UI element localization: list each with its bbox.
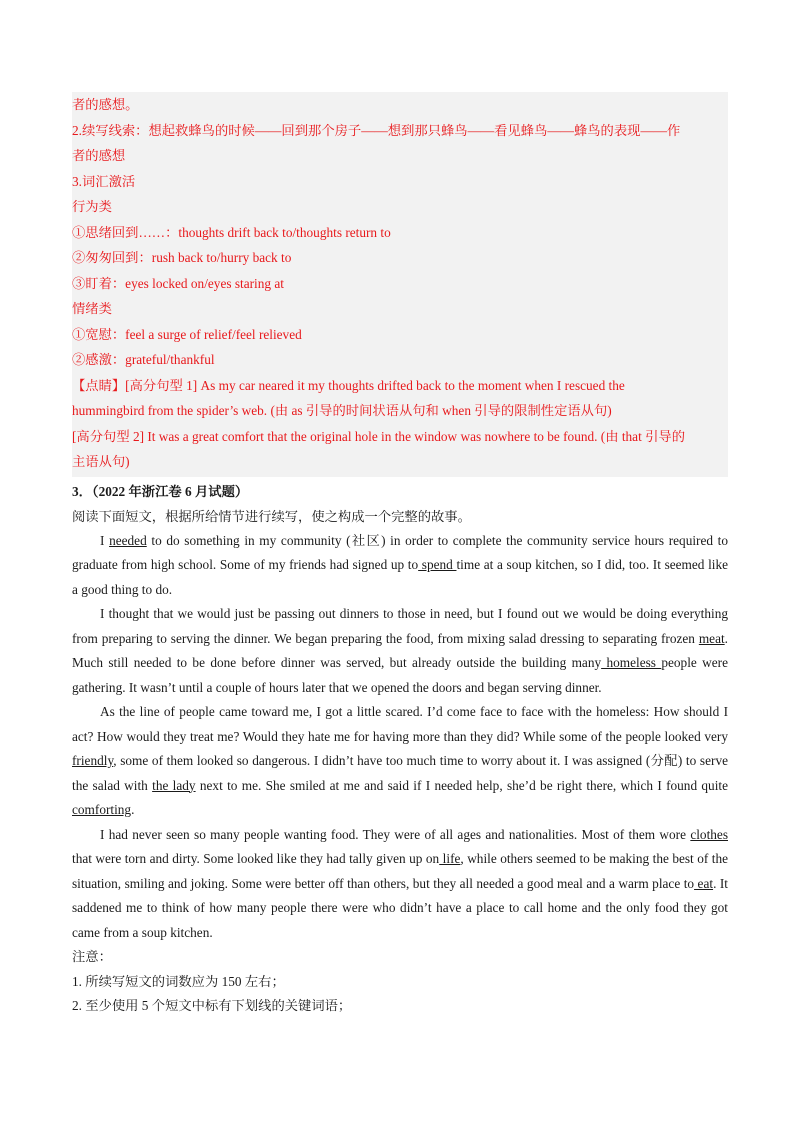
note-item-1: 1. 所续写短文的词数应为 150 左右； — [72, 973, 285, 989]
passage-paragraph-4: I had never seen so many people wanting food. They were of all ages and nationalities. Most of them wore clothes that were torn and dirty. Some looked like they had tally given up on life, while others seemed to be making the best of the situation, smiling and joking. Some were better off than others, but they all needed a good meal and a warm place to eat. It saddened me to think of how many people there were who didn’t have a place to call home and the only food they got came from a soup kitchen. — [72, 826, 728, 940]
keyword-homeless: homeless — [601, 655, 662, 670]
answer-line: 情绪类 — [72, 301, 112, 316]
passage-paragraph-1: I needed to do something in my community (社区) in order to complete the community service hours required to graduate from high school. Some of my friends had signed up to spend time at a soup kitchen, so I did, too. It seemed like a good thing to do. — [72, 532, 729, 597]
answer-line: ②感激：grateful/thankful — [72, 352, 215, 367]
keyword-meat: meat — [698, 630, 725, 646]
answer-line: 3.词汇激活 — [72, 173, 136, 189]
passage-paragraph-3: As the line of people came toward me, I got a little scared. I’d come face to face with the homeless: How should I act? How would they treat me? Would they hate me for having more than they did? While some of the people looked very friendly, some of them looked so dangerous. I didn’t have too much time to worry about it. I was assigned (分配) to serve the salad with the lady next to me. She smiled at me and said if I needed help, she’d be right there, which I found quite comforting. — [72, 704, 728, 817]
answer-line: ②匆匆回到：rush back to/hurry back to — [72, 250, 292, 265]
keyword-spend: spend — [418, 557, 457, 572]
keyword-eat: eat — [694, 875, 714, 891]
answer-line: 者的感想 — [72, 148, 126, 163]
answer-line: [高分句型 2] It was a great comfort that the original hole in the window was nowhere to be found. (由 that 引导的 — [72, 428, 685, 444]
notes-label: 注意： — [72, 949, 112, 964]
answer-line: 者的感想。 — [72, 97, 139, 112]
notes-section — [72, 945, 728, 1019]
note-item-2: 2. 至少使用 5 个短文中标有下划线的关键词语； — [72, 998, 352, 1013]
answer-line: hummingbird from the spider’s web. (由 as 引导的时间状语从句和 when 引导的限制性定语从句) — [72, 403, 612, 418]
question-heading: 3．（2022 年浙江卷 6 月试题） — [72, 483, 249, 499]
keyword-clothes: clothes — [690, 826, 728, 842]
keyword-needed: needed — [109, 532, 147, 548]
keyword-friendly: friendly — [72, 753, 114, 768]
answer-line: 行为类 — [72, 199, 112, 214]
answer-line: ③盯着：eyes locked on/eyes staring at — [72, 275, 284, 291]
answer-line: 主语从句) — [72, 454, 130, 469]
answer-line: ①宽慰：feel a surge of relief/feel relieved — [72, 326, 302, 342]
keyword-life: life — [439, 851, 461, 866]
keyword-the-lady: the lady — [152, 777, 196, 793]
answer-line: 【点睛】[高分句型 1] As my car neared it my thoughts drifted back to the moment when I rescued the — [72, 377, 625, 393]
question-instruction: 阅读下面短文，根据所给情节进行续写，使之构成一个完整的故事。 — [72, 508, 471, 524]
keyword-comforting: comforting — [72, 802, 132, 817]
answer-line: 2.续写线索：想起救蜂鸟的时候——回到那个房子——想到那只蜂鸟——看见蜂鸟——蜂鸟的表现——作 — [72, 122, 681, 138]
answer-line: ①思绪回到……：thoughts drift back to/thoughts return to — [72, 224, 391, 240]
passage-paragraph-2: I thought that we would just be passing out dinners to those in need, but I found out we would be doing everything from preparing to serving the dinner. We began preparing the food, from mixing salad dressing to separating frozen meat. Much still needed to be done before dinner was served, but already outside the building many homeless people were gathering. It wasn’t until a couple of hours later that we opened the doors and began serving dinner. — [72, 606, 728, 695]
answer-analysis-box — [72, 92, 728, 477]
document-page — [72, 92, 728, 1019]
